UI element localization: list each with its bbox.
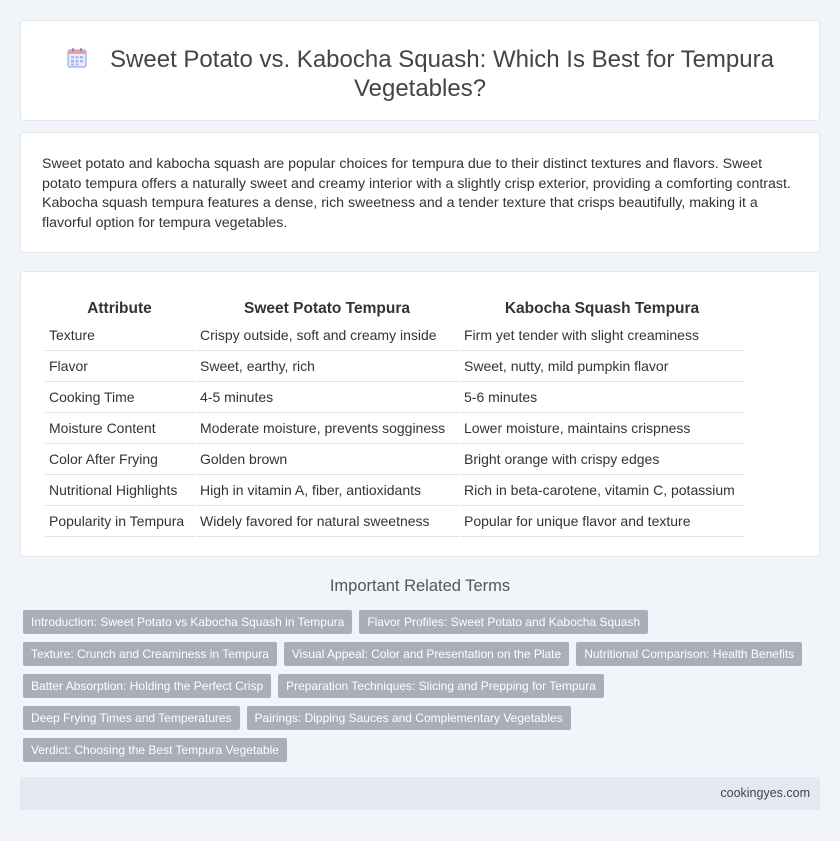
cell-sweet-potato: Crispy outside, soft and creamy inside xyxy=(196,320,458,351)
cell-attribute: Moisture Content xyxy=(45,413,194,444)
table-row xyxy=(45,506,744,537)
comparison-table xyxy=(43,296,746,537)
related-tag[interactable]: Pairings: Dipping Sauces and Complementary Vegetables xyxy=(247,706,571,730)
header-kabocha: Kabocha Squash Tempura xyxy=(504,300,700,317)
cell-attribute: Nutritional Highlights xyxy=(45,475,194,506)
cell-kabocha: Firm yet tender with slight creaminess xyxy=(460,320,744,351)
related-tag[interactable]: Deep Frying Times and Temperatures xyxy=(23,706,240,730)
cell-attribute: Flavor xyxy=(45,351,194,382)
comparison-card xyxy=(20,271,820,557)
cell-kabocha: Rich in beta-carotene, vitamin C, potassium xyxy=(460,475,744,506)
cell-kabocha: 5-6 minutes xyxy=(460,382,744,413)
page-title-wrap xyxy=(61,45,779,103)
footer-site-link[interactable]: cookingyes.com xyxy=(720,786,810,800)
title-card xyxy=(20,20,820,121)
cell-sweet-potato: Moderate moisture, prevents sogginess xyxy=(196,413,458,444)
cell-kabocha: Popular for unique flavor and texture xyxy=(460,506,744,537)
related-terms-heading: Important Related Terms xyxy=(329,577,511,595)
cell-kabocha: Sweet, nutty, mild pumpkin flavor xyxy=(460,351,744,382)
cell-sweet-potato: Golden brown xyxy=(196,444,458,475)
cell-attribute: Color After Frying xyxy=(45,444,194,475)
page-title: Sweet Potato vs. Kabocha Squash: Which Is Best for Tempura Vegetables? xyxy=(110,46,774,102)
intro-text: Sweet potato and kabocha squash are popular choices for tempura due to their distinct textures and flavors. Sweet potato tempura offers a naturally sweet and creamy interior with a slightly crisp exterior, providing a comforting contrast. Kabocha squash tempura features a dense, rich sweetness and a tender texture that crisps beautifully, making it a flavorful option for tempura vegetables. xyxy=(42,156,791,231)
table-row xyxy=(45,351,744,382)
table-row xyxy=(45,320,744,351)
table-row xyxy=(45,413,744,444)
cell-sweet-potato: Sweet, earthy, rich xyxy=(196,351,458,382)
related-tag[interactable]: Flavor Profiles: Sweet Potato and Kabocha Squash xyxy=(359,610,648,634)
calendar-icon xyxy=(66,47,88,69)
cell-attribute: Popularity in Tempura xyxy=(45,506,194,537)
table-row xyxy=(45,444,744,475)
cell-sweet-potato: 4-5 minutes xyxy=(196,382,458,413)
related-terms-list xyxy=(23,610,813,762)
cell-sweet-potato: Widely favored for natural sweetness xyxy=(196,506,458,537)
related-tag[interactable]: Texture: Crunch and Creaminess in Tempura xyxy=(23,642,277,666)
table-row xyxy=(45,382,744,413)
related-tag[interactable]: Introduction: Sweet Potato vs Kabocha Squash in Tempura xyxy=(23,610,352,634)
related-tag[interactable]: Nutritional Comparison: Health Benefits xyxy=(576,642,802,666)
cell-kabocha: Lower moisture, maintains crispness xyxy=(460,413,744,444)
cell-sweet-potato: High in vitamin A, fiber, antioxidants xyxy=(196,475,458,506)
header-attribute: Attribute xyxy=(87,300,152,317)
cell-attribute: Texture xyxy=(45,320,194,351)
cell-attribute: Cooking Time xyxy=(45,382,194,413)
related-tag[interactable]: Batter Absorption: Holding the Perfect Crisp xyxy=(23,674,271,698)
footer xyxy=(20,777,820,810)
related-tag[interactable]: Visual Appeal: Color and Presentation on the Plate xyxy=(284,642,569,666)
header-sweet-potato: Sweet Potato Tempura xyxy=(244,300,410,317)
table-header-row xyxy=(45,296,744,320)
related-tag[interactable]: Preparation Techniques: Slicing and Prepping for Tempura xyxy=(278,674,604,698)
intro-card xyxy=(20,132,820,253)
cell-kabocha: Bright orange with crispy edges xyxy=(460,444,744,475)
table-row xyxy=(45,475,744,506)
related-tag[interactable]: Verdict: Choosing the Best Tempura Vegetable xyxy=(23,738,287,762)
